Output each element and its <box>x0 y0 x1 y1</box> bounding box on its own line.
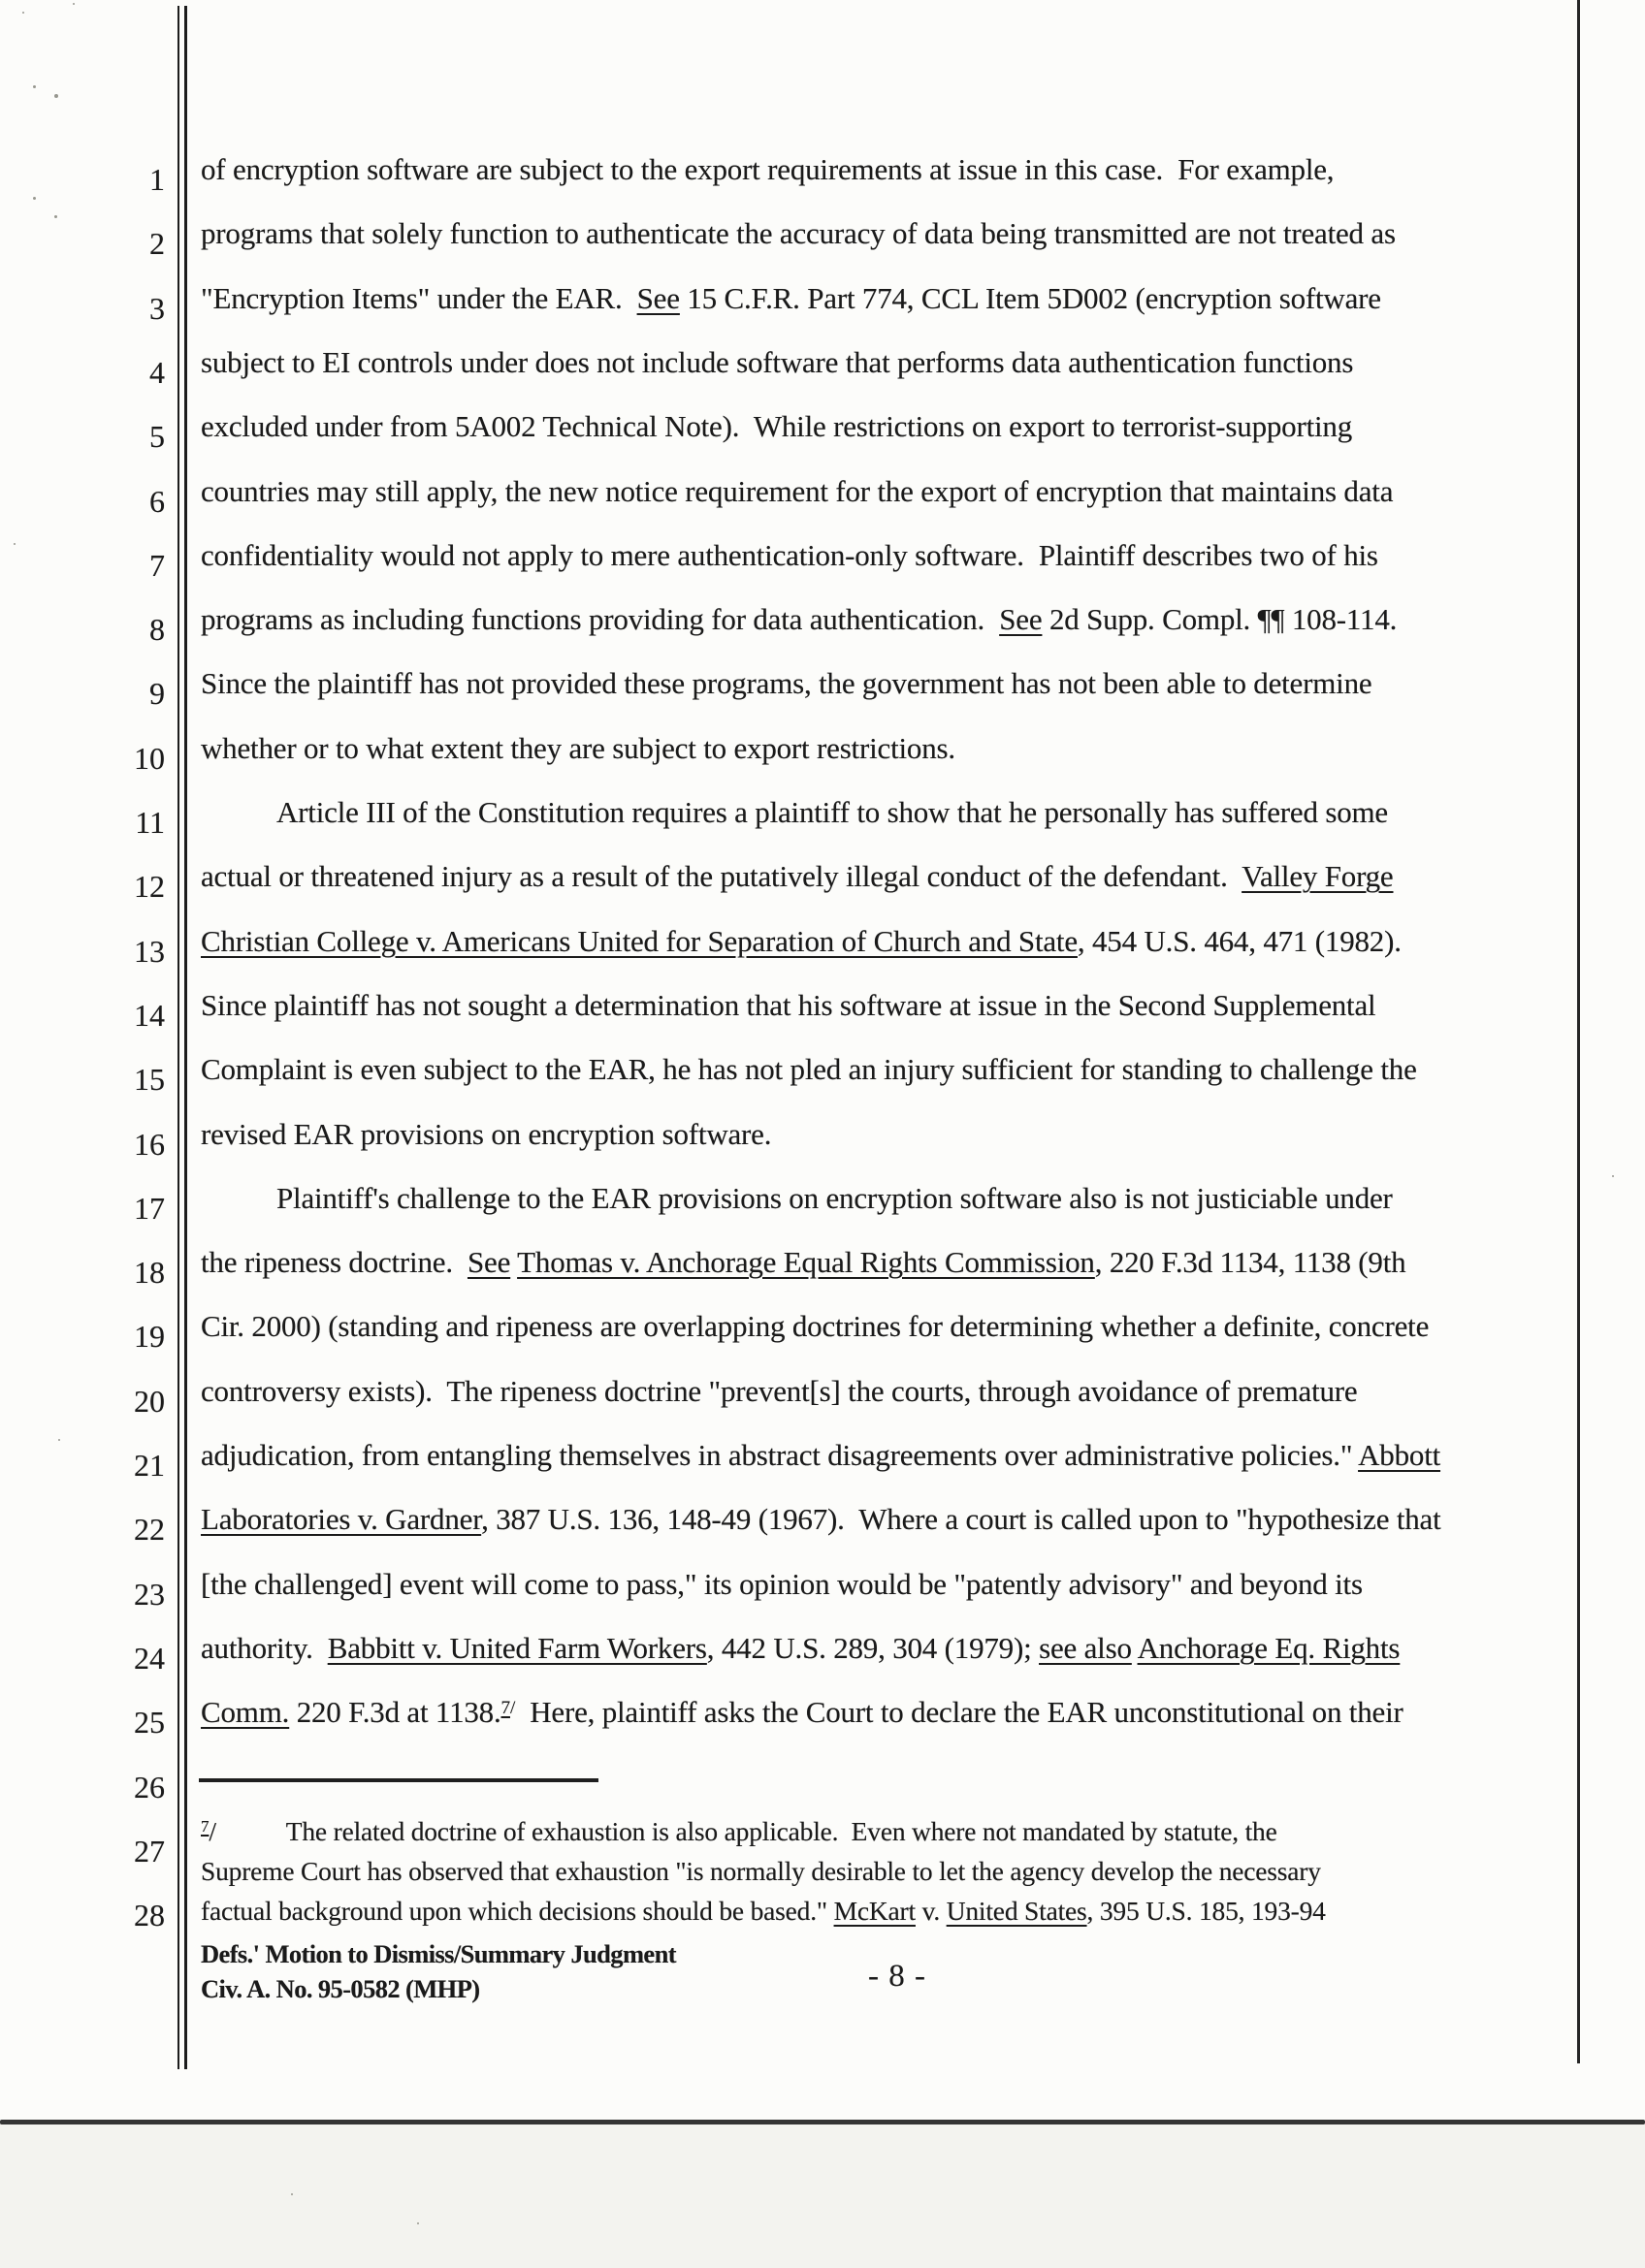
scan-speck <box>33 197 36 200</box>
line-number: 19 <box>134 1319 165 1355</box>
text-run: the ripeness doctrine. <box>201 1245 468 1280</box>
line-number: 9 <box>149 676 165 712</box>
body-line <box>201 1627 1400 1670</box>
underlined-citation-text: Comm. <box>201 1695 290 1730</box>
text-run: controversy exists). The ripeness doctrine "prevent[s] the courts, through avoidance of premature <box>201 1373 1358 1408</box>
text-run: programs as including functions providing for data authentication. <box>201 602 1000 637</box>
body-line <box>201 1113 771 1156</box>
text-run: confidentiality would not apply to mere authentication-only software. Plaintiff describes two of his <box>201 537 1378 572</box>
underlined-citation-text: See <box>467 1245 511 1280</box>
body-line <box>201 1048 1417 1091</box>
line-number: 26 <box>134 1769 165 1805</box>
body-line <box>201 791 1388 834</box>
line-number: 21 <box>134 1448 165 1483</box>
page-number: - 8 - <box>868 1959 926 1994</box>
text-run: [the challenged] event will come to pass," its opinion would be "patently advisory" and beyond its <box>201 1566 1363 1601</box>
body-line <box>201 148 1334 191</box>
scan-speck <box>1612 1175 1614 1177</box>
scan-speck <box>73 3 75 5</box>
footnote-reference-mark: 7 <box>201 1817 210 1837</box>
scan-speck <box>33 85 36 88</box>
line-number: 1 <box>149 162 165 197</box>
body-line <box>201 984 1375 1027</box>
text-run: Plaintiff's challenge to the EAR provisions on encryption software also is not justiciable under <box>276 1180 1393 1215</box>
scan-speck <box>291 2193 293 2195</box>
text-run: The related doctrine of exhaustion is also applicable. Even where not mandated by statute, the <box>285 1816 1277 1846</box>
text-run: , 454 U.S. 464, 471 (1982). <box>1077 923 1402 958</box>
underlined-citation-text: Christian College v. Americans United for Separation of Church and State <box>201 923 1078 958</box>
text-run: programs that solely function to authenticate the accuracy of data being transmitted are not treated as <box>201 216 1396 251</box>
line-number: 3 <box>149 290 165 326</box>
text-run: , 387 U.S. 136, 148-49 (1967). Where a court is called upon to "hypothesize that <box>481 1502 1441 1537</box>
line-number: 10 <box>134 740 165 776</box>
body-line <box>201 598 1397 641</box>
line-number: 15 <box>134 1062 165 1098</box>
body-line <box>201 727 955 770</box>
body-line <box>201 534 1378 577</box>
body-line <box>201 1305 1429 1348</box>
text-run: factual background upon which decisions should be based." <box>201 1896 834 1926</box>
line-number: 8 <box>149 612 165 648</box>
line-number: 22 <box>134 1512 165 1548</box>
footer-document-title: Defs.' Motion to Dismiss/Summary Judgment <box>201 1939 676 1968</box>
underlined-citation-text: Babbitt v. United Farm Workers <box>327 1630 707 1665</box>
text-run: Cir. 2000) (standing and ripeness are overlapping doctrines for determining whether a definite, concrete <box>201 1309 1430 1344</box>
line-number: 12 <box>134 869 165 905</box>
line-number: 4 <box>149 354 165 390</box>
footnote-separator-rule <box>199 1778 598 1782</box>
underlined-citation-text: Thomas v. Anchorage Equal Rights Commission <box>517 1245 1095 1280</box>
text-run: 2d Supp. Compl. ¶¶ 108-114. <box>1042 602 1398 637</box>
text-run: subject to EI controls under does not include software that performs data authentication functions <box>201 344 1354 379</box>
footnote-line <box>201 1892 1326 1931</box>
text-run: "Encryption Items" under the EAR. <box>201 280 637 315</box>
scan-speck <box>417 2222 419 2224</box>
line-number: 7 <box>149 547 165 583</box>
footnote-reference-mark: 7 <box>500 1697 510 1718</box>
text-run: Since the plaintiff has not provided these programs, the government has not been able to determine <box>201 666 1372 701</box>
text-run: adjudication, from entangling themselves in abstract disagreements over administrative policies." <box>201 1438 1359 1472</box>
line-number: 24 <box>134 1640 165 1676</box>
text-run: actual or threatened injury as a result of the putatively illegal conduct of the defendant. <box>201 859 1242 894</box>
body-line <box>201 1434 1440 1477</box>
line-number: 11 <box>135 805 165 840</box>
line-number: 28 <box>134 1898 165 1933</box>
body-line <box>201 1498 1441 1541</box>
body-line <box>201 212 1396 255</box>
line-number: 5 <box>149 419 165 455</box>
line-number: 16 <box>134 1126 165 1162</box>
right-margin-rule <box>1577 0 1580 2063</box>
text-run: Since plaintiff has not sought a determination that his software at issue in the Second Supplemental <box>201 987 1376 1022</box>
text-run: , 395 U.S. 185, 193-94 <box>1086 1896 1326 1926</box>
footer-case-number: Civ. A. No. 95-0582 (MHP) <box>201 1974 480 2003</box>
underlined-citation-text: Anchorage Eq. Rights <box>1137 1630 1401 1665</box>
text-run: , 442 U.S. 289, 304 (1979); <box>706 1630 1040 1665</box>
footnote-line <box>201 1812 1277 1855</box>
line-number: 23 <box>134 1576 165 1612</box>
body-line <box>201 1691 1403 1739</box>
text-run: countries may still apply, the new notice requirement for the export of encryption that maintains data <box>201 473 1394 508</box>
underlined-citation-text: See <box>636 280 680 315</box>
line-number: 27 <box>134 1833 165 1869</box>
scan-speck <box>14 543 16 545</box>
line-number: 20 <box>134 1383 165 1419</box>
text-run: , 220 F.3d 1134, 1138 (9th <box>1094 1245 1406 1280</box>
underlined-citation-text: Abbott <box>1358 1438 1441 1472</box>
footnote-reference-mark: / <box>509 1697 516 1718</box>
line-number: 2 <box>149 226 165 262</box>
line-number: 25 <box>134 1705 165 1741</box>
text-run: of encryption software are subject to the export requirements at issue in this case. For example, <box>201 152 1335 186</box>
left-margin-double-rule <box>177 6 187 2069</box>
text-run: authority. <box>201 1630 328 1665</box>
underlined-citation-text: See <box>999 602 1043 637</box>
body-line <box>201 855 1394 898</box>
underlined-citation-text: Laboratories v. Gardner <box>201 1502 482 1537</box>
scan-speck <box>54 94 58 98</box>
footnote-line <box>201 1852 1321 1891</box>
body-line <box>201 470 1393 513</box>
body-line <box>201 277 1381 320</box>
text-run: Here, plaintiff asks the Court to declare the EAR unconstitutional on their <box>515 1695 1403 1730</box>
scan-speck <box>58 1439 60 1441</box>
body-line <box>201 1177 1393 1220</box>
body-line <box>201 1370 1357 1413</box>
text-run: Article III of the Constitution requires a plaintiff to show that he personally has suffered some <box>276 795 1388 829</box>
scan-speck <box>54 215 57 218</box>
line-number: 17 <box>134 1190 165 1226</box>
underlined-citation-text: United States <box>946 1896 1087 1926</box>
text-run: Complaint is even subject to the EAR, he has not pled an injury sufficient for standing to challenge the <box>201 1052 1417 1087</box>
text-run: / <box>209 1816 216 1846</box>
line-number: 14 <box>134 997 165 1033</box>
text-run: 220 F.3d at 1138. <box>289 1695 501 1730</box>
body-line <box>201 662 1371 705</box>
body-line <box>201 1241 1405 1284</box>
body-line <box>201 1563 1363 1606</box>
text-run: revised EAR provisions on encryption software. <box>201 1116 772 1151</box>
underlined-citation-text: Valley Forge <box>1242 859 1394 894</box>
text-run: 15 C.F.R. Part 774, CCL Item 5D002 (encryption software <box>679 280 1381 315</box>
scan-speck <box>22 12 24 14</box>
text-run: v. <box>915 1896 947 1926</box>
text-run: whether or to what extent they are subject to export restrictions. <box>201 730 955 765</box>
text-run: Supreme Court has observed that exhaustion "is normally desirable to let the agency develop the necessary <box>201 1856 1321 1886</box>
underlined-citation-text: McKart <box>833 1896 916 1926</box>
line-number: 18 <box>134 1255 165 1291</box>
underlined-citation-text: see also <box>1039 1630 1132 1665</box>
body-line <box>201 341 1353 384</box>
line-number: 6 <box>149 483 165 519</box>
body-line <box>201 405 1352 448</box>
text-run: excluded under from 5A002 Technical Note). While restrictions on export to terrorist-supporting <box>201 409 1353 444</box>
body-line <box>201 920 1402 963</box>
scan-background-area <box>0 2124 1645 2268</box>
line-number: 13 <box>134 933 165 969</box>
